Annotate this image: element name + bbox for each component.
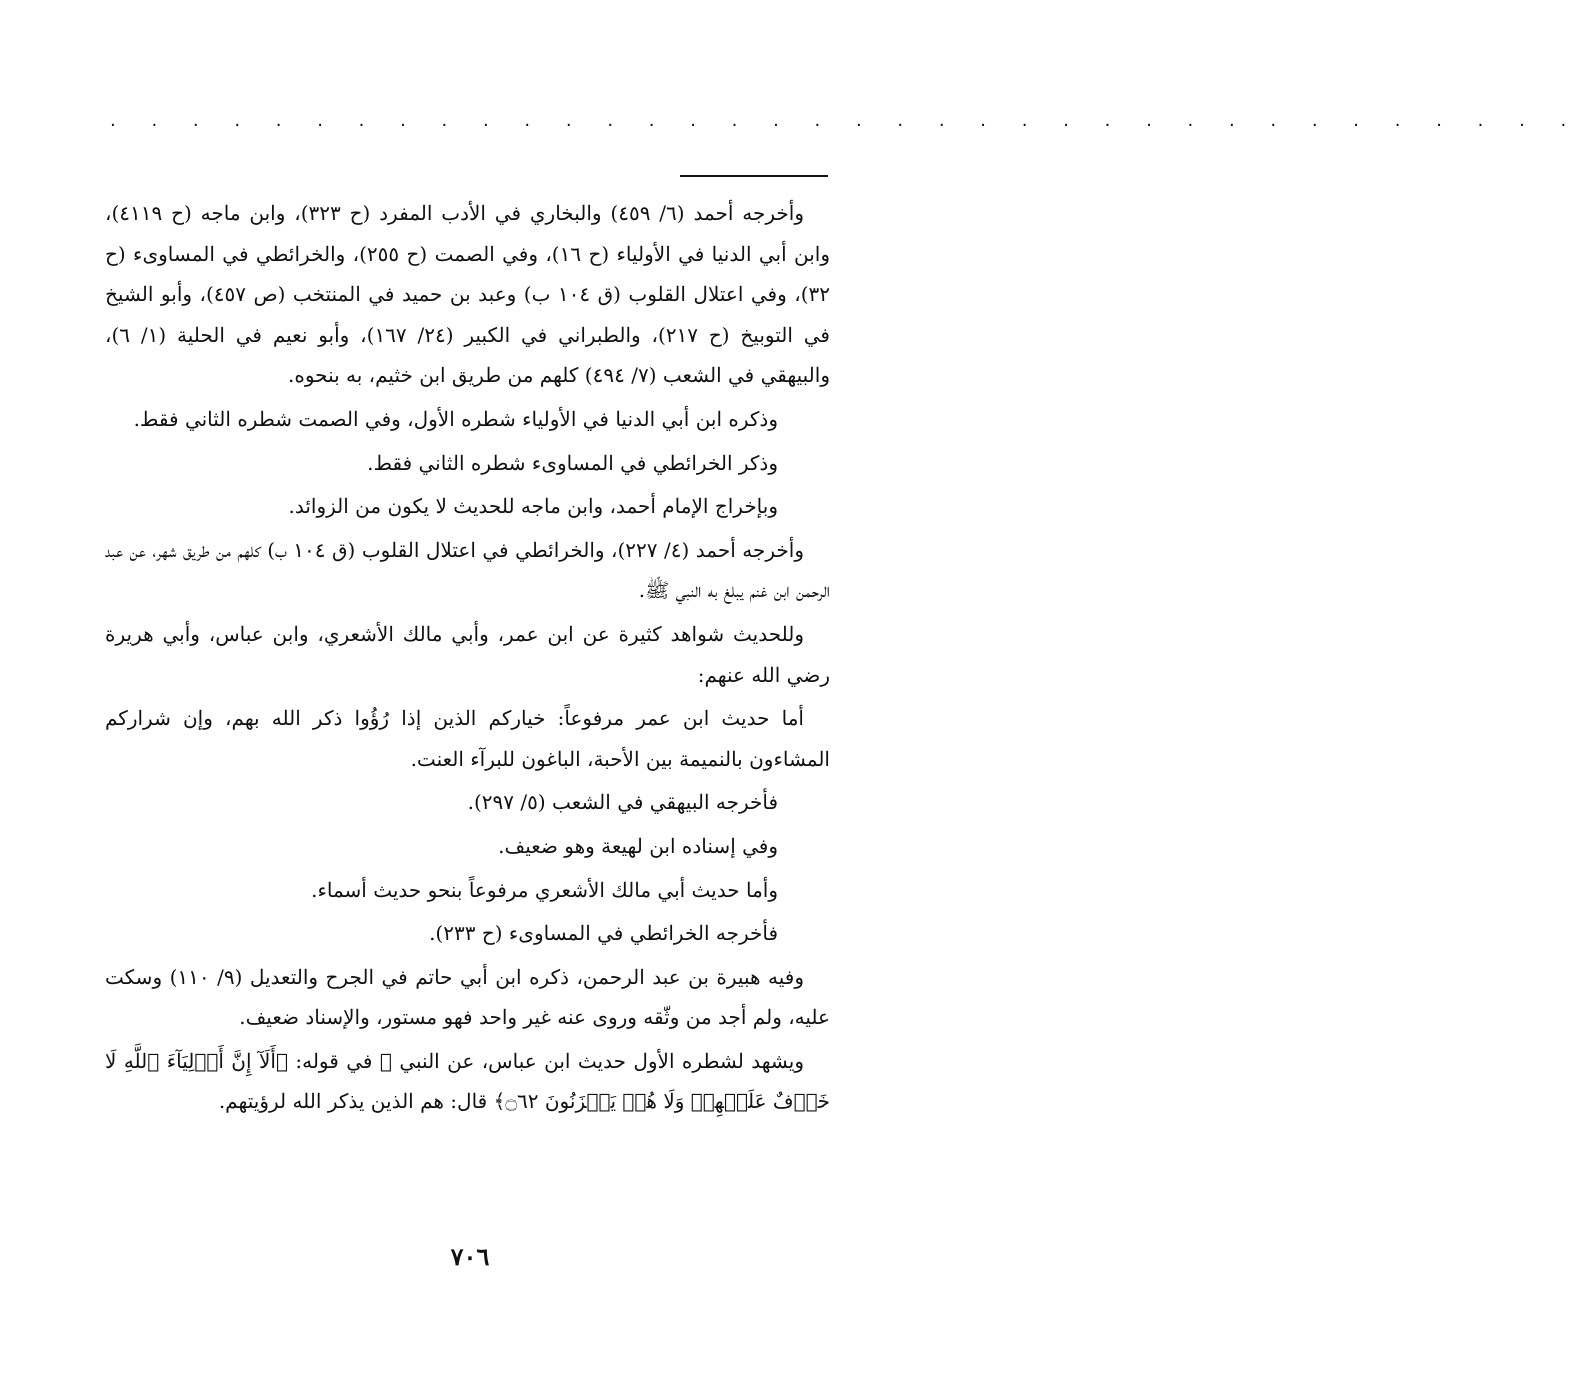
paragraph-abi-malik: وأما حديث أبي مالك الأشعري مرفوعاً بنحو حديث أسماء.: [311, 877, 778, 902]
paragraph-zawaid: وبإخراج الإمام أحمد، وابن ماجه للحديث لا يكون من الزوائد.: [288, 494, 778, 519]
paragraph-kharaiti: وذكر الخرائطي في المساوىء شطره الثاني فقط.: [367, 450, 778, 475]
footnote-rule: [680, 175, 828, 177]
paragraph-bayhaqi: فأخرجه البيهقي في الشعب (٥/ ٢٩٧).: [467, 790, 778, 815]
paragraph-ibn-lahia: وفي إسناده ابن لهيعة وهو ضعيف.: [498, 833, 778, 858]
paragraph-ibn-abbas: ويشهد لشطره الأول حديث ابن عباس، عن النبي ﷺ في قوله: ﴿أَلَآ إِنَّ أَوۡلِيَآءَ ٱللَّهِ لَا خَوۡفٌ عَلَيۡهِمۡ وَلَا هُمۡ يَحۡزَنُونَ ۝٦٢﴾ قال: هم الذين يذكر الله لرؤيتهم.: [105, 1048, 830, 1114]
page-number: ٧٠٦: [450, 1242, 490, 1271]
paragraph-ibn-abi-dunya: وذكره ابن أبي الدنيا في الأولياء شطره الأول، وفي الصمت شطره الثاني فقط.: [133, 406, 778, 431]
paragraph-kharaiti-musawi: فأخرجه الخرائطي في المساوىء (ح ٢٣٣).: [429, 921, 778, 946]
top-dotted-separator: . . . . . . . . . . . . . . . . . . . . . . . . . . . . . . . . . . . .: [110, 110, 1581, 131]
paragraph-shawahid: وللحديث شواهد كثيرة عن ابن عمر، وأبي مالك الأشعري، وابن عباس، وأبي هريرة رضي الله عنهم:: [105, 621, 830, 687]
paragraph-ibn-umar: أما حديث ابن عمر مرفوعاً: خياركم الذين إذا رُؤُوا ذكر الله بهم، وإن شراركم المشاءون بالنميمة بين الأحبة، الباغون للبرآء العنت.: [105, 706, 830, 771]
footnote-text: [105, 193, 830, 1125]
paragraph-takhrij-ahmad: وأخرجه أحمد (٦/ ٤٥٩) والبخاري في الأدب المفرد (ح ٣٢٣)، وابن ماجه (ح ٤١١٩)، وابن أبي الدنيا في الأولياء (ح ١٦)، وفي الصمت (ح ٢٥٥)، والخرائطي في المساوىء (ح ٣٢)، وفي اعتلال القلوب (ق ١٠٤ ب) وعبد بن حميد في المنتخب (ص ٤٥٧)، وأبو الشيخ في التوبيخ (ح ٢١٧)، والطبراني في الكبير (٢٤/ ١٦٧)، وأبو نعيم في الحلية (١/ ٦)، والبيهقي في الشعب (٧/ ٤٩٤) كلهم من طريق ابن خثيم، به بنحوه.: [105, 201, 831, 388]
paragraph-hubayra: وفيه هبيرة بن عبد الرحمن، ذكره ابن أبي حاتم في الجرح والتعديل (٩/ ١١٠) وسكت عليه، ولم أجد من وثّقه وروى عنه غير واحد فهو مستور، والإسناد ضعيف.: [105, 964, 830, 1030]
paragraph-shahr: وأخرجه أحمد (٤/ ٢٢٧)، والخرائطي في اعتلال القلوب (ق ١٠٤ ب) كلهم من طريق شهر، عن عبد الرحمن ابن غنم يبلغ به النبي ﷺ.: [105, 537, 830, 603]
